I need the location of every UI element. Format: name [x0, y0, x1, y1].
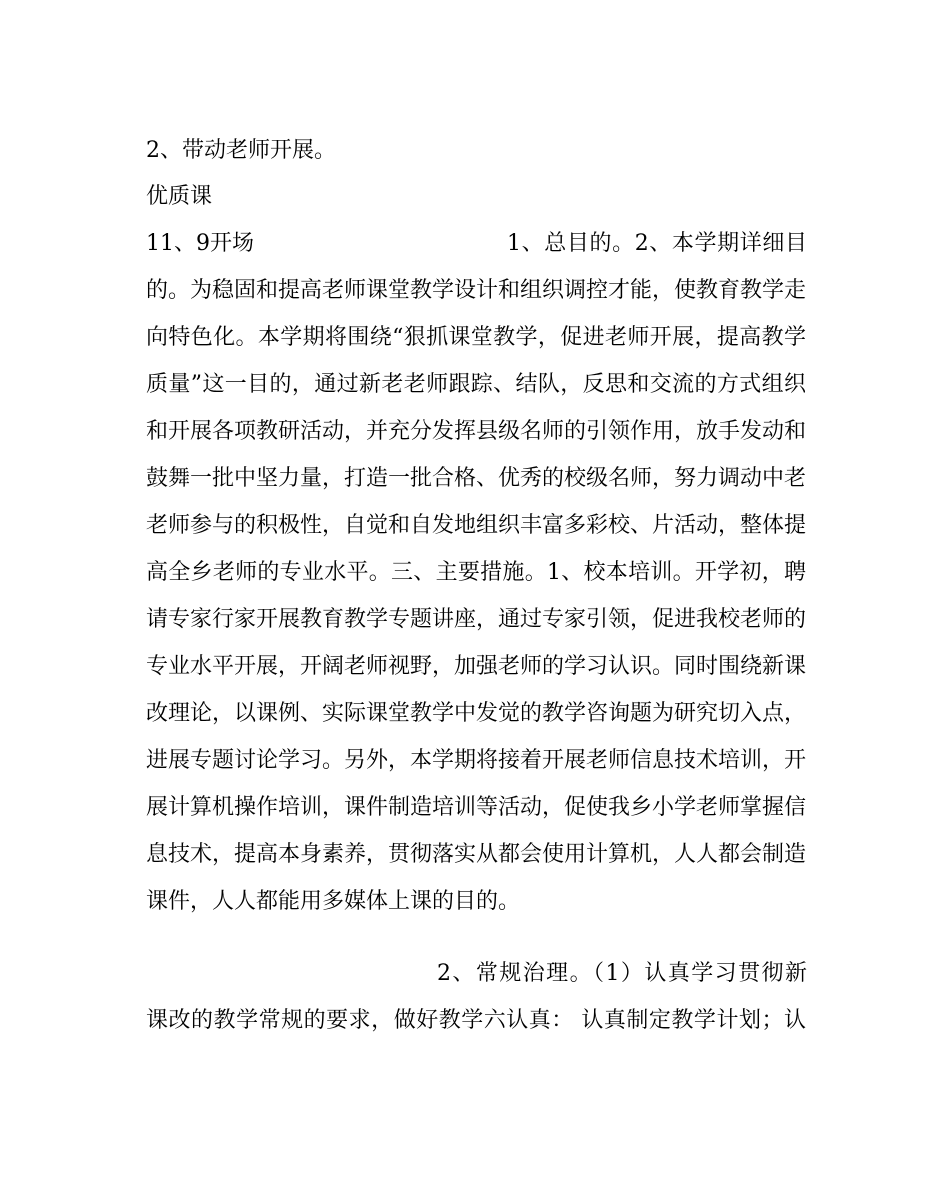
- paragraph-line: 进展专题讨论学习。另外，本学期将接着开展老师信息技术培训，开: [146, 748, 806, 773]
- schedule-goal-text: 1、总目的。2、本学期详细目: [507, 231, 807, 256]
- label-line: 优质课: [146, 184, 213, 209]
- paragraph-line: 课件，人人都能用多媒体上课的目的。: [146, 889, 521, 914]
- paragraph-line: 高全乡老师的专业水平。三、主要措施。1、校本培训。开学初，聘: [146, 560, 806, 585]
- paragraph-line: 的。为稳固和提高老师课堂教学设计和组织调控才能，使教育教学走: [146, 278, 806, 303]
- paragraph-line: 向特色化。本学期将围绕“狠抓课堂教学，促进老师开展，提高教学: [146, 325, 806, 350]
- paragraph-line: 专业水平开展，开阔老师视野，加强老师的学习认识。同时围绕新课: [146, 654, 806, 679]
- teaching-routine-line: 课改的教学常规的要求，做好教学六认真： 认真制定教学计划；认: [146, 1008, 806, 1033]
- schedule-date: 11、9开场: [146, 231, 254, 256]
- paragraph-line: 展计算机操作培训，课件制造培训等活动，促使我乡小学老师掌握信: [146, 795, 806, 820]
- paragraph-line: 鼓舞一批中坚力量，打造一批合格、优秀的校级名师，努力调动中老: [146, 466, 806, 491]
- paragraph-line: 和开展各项教研活动，并充分发挥县级名师的引领作用，放手发动和: [146, 419, 806, 444]
- paragraph-line: 息技术，提高本身素养，贯彻落实从都会使用计算机，人人都会制造: [146, 842, 806, 867]
- paragraph-line: 老师参与的积极性，自觉和自发地组织丰富多彩校、片活动，整体提: [146, 513, 806, 538]
- paragraph-line: 质量”这一目的，通过新老老师跟踪、结队，反思和交流的方式组织: [146, 372, 806, 397]
- routine-management-line: 2、常规治理。（1）认真学习贯彻新: [437, 961, 807, 986]
- heading-line: 2、带动老师开展。: [146, 138, 336, 163]
- paragraph-line: 改理论，以课例、实际课堂教学中发觉的教学咨询题为研究切入点，: [146, 701, 806, 726]
- paragraph-line: 请专家行家开展教育教学专题讲座，通过专家引领，促进我校老师的: [146, 607, 806, 632]
